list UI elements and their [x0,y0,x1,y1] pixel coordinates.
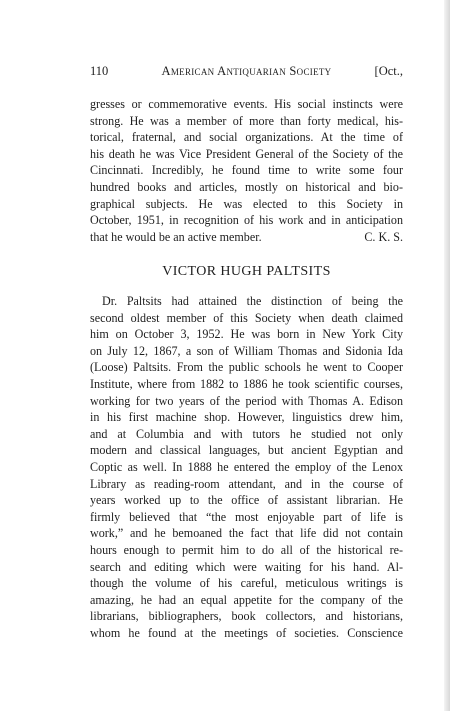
text-line: October, 1951, in recognition of his work and in anticipation [90,213,403,228]
text-line: working for two years of the period with Thomas A. Edison [90,393,403,408]
text-line: and at Columbia and with tutors he studied not only [90,426,403,441]
text-line: hours enough to permit him to do all of the historical re- [90,542,403,557]
text-line: Coptic as well. In 1888 he entered the employ of the Lenox [90,459,403,474]
author-initials: C. K. S. [364,229,403,244]
text-line: on July 12, 1867, a son of William Thomas and Sidonia Ida [90,343,403,358]
text-line: librarians, bibliographers, book collectors, and historians, [90,609,403,624]
running-head [90,64,403,80]
text-line: him on October 3, 1952. He was born in New York City [90,327,403,342]
text-line: Institute, where from 1882 to 1886 he took scientific courses, [90,376,403,391]
page-number: 110 [90,64,109,78]
text-line: modern and classical languages, but ancient Egyptian and [90,443,403,458]
text-line: torical, fraternal, and social organizations. At the time of [90,130,403,145]
text-line: hundred books and articles, mostly on historical and bio- [90,179,403,194]
obituary-heading: VICTOR HUGH PALTSITS [162,264,331,279]
running-head-date: [Oct., [374,64,403,78]
text-line: (Loose) Paltsits. From the public schools he went to Cooper [90,360,403,375]
running-head-title: American Antiquarian Society [161,64,332,78]
text-line: strong. He was a member of more than forty medical, his- [90,113,403,128]
text-line: gresses or commemorative events. His social instincts were [90,97,403,111]
text-line: years worked up to the office of assistant librarian. He [90,493,403,508]
obituary-closing-paragraph [90,96,403,245]
text-line: in his first machine shop. However, linguistics drew him, [90,410,403,425]
text-line: graphical subjects. He was elected to this Society in [90,196,403,211]
text-line: whom he found at the meetings of societies. Conscience [90,625,403,640]
text-line: his death he was Vice President General of the Society of the [90,146,403,161]
text-line: search and editing which were waiting for his hand. Al- [90,559,403,574]
text-line: work,” and he bemoaned the fact that life did not contain [90,526,403,541]
page-edge-shadow [444,0,450,711]
text-line: second oldest member of this Society when death claimed [90,310,403,325]
obituary-body-paragraph [90,293,403,641]
text-line: Dr. Paltsits had attained the distinction of being the [102,294,403,308]
text-line: that he would be an active member. [90,229,262,244]
text-line: firmly believed that “the most enjoyable part of life is [90,509,403,524]
text-line: Cincinnati. Incredibly, he found time to write some four [90,163,403,178]
text-line: amazing, he had an equal appetite for the company of the [90,592,403,607]
text-line: Library as reading-room attendant, and in the course of [90,476,403,491]
signoff-line [90,229,403,246]
text-line: though the volume of his careful, meticulous writings is [90,576,403,591]
